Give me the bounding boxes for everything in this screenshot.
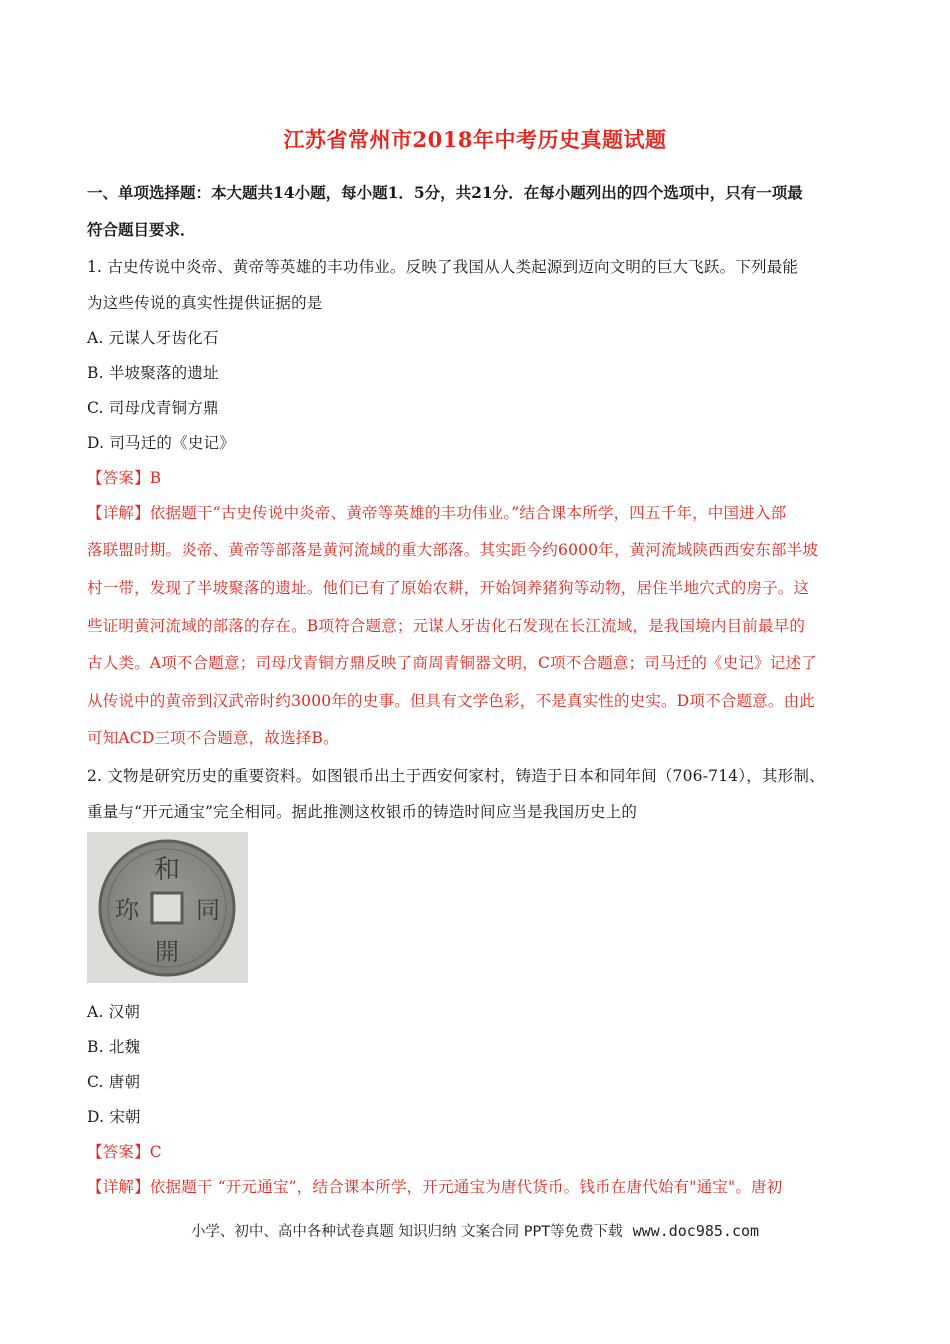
coin-char-right: 同 [196, 896, 220, 924]
q1-stem-line2: 为这些传说的真实性提供证据的是 [87, 294, 323, 312]
footer-site-link[interactable]: www.doc985.com [632, 1222, 760, 1240]
footer-text: 小学、初中、高中各种试卷真题 知识归纳 文案合同 PPT等免费下载 [190, 1224, 623, 1240]
q1-stem-line1: 1. 古史传说中炎帝、黄帝等英雄的丰功伟业。反映了我国从人类起源到迈向文明的巨大飞跃。下列最能 [87, 258, 799, 276]
page-title: 江苏省常州市2018年中考历史真题试题 [283, 127, 667, 152]
coin-char-top: 和 [153, 855, 181, 885]
q1-explanation-line: 村一带，发现了半坡聚落的遗址。他们已有了原始农耕，开始饲养猪狗等动物，居住半地穴式的房子。这 [87, 579, 810, 597]
q1-explanation-line: 些证明黄河流域的部落的存在。B项符合题意；元谋人牙齿化石发现在长江流域，是我国境内目前最早的 [87, 617, 806, 635]
q1-answer: 【答案】B [87, 469, 162, 487]
q1-option-b: B. 半坡聚落的遗址 [87, 364, 219, 382]
q2-stem-line2: 重量与“开元通宝”完全相同。据此推测这枚银币的铸造时间应当是我国历史上的 [87, 803, 638, 821]
q1-option-d: D. 司马迁的《史记》 [87, 434, 235, 452]
q1-option-a: A. 元谋人牙齿化石 [87, 329, 219, 347]
q2-option-a: A. 汉朝 [87, 1003, 141, 1021]
q1-explanation-line: 从传说中的黄帝到汉武帝时约3000年的史事。但具有文学色彩，不是真实性的史实。D项不合题意。由此 [87, 692, 815, 710]
q1-option-c: C. 司母戊青铜方鼎 [87, 399, 219, 417]
q1-explanation-line: 可知ACD三项不合题意，故选择B。 [87, 729, 339, 747]
section-header-line2: 符合题目要求． [87, 220, 196, 239]
q2-stem-line1: 2. 文物是研究历史的重要资料。如图银币出土于西安何家村，铸造于日本和同年间（706-714），其形制、 [87, 767, 825, 785]
q1-explanation-line: 【详解】依据题干“古史传说中炎帝、黄帝等英雄的丰功伟业。”结合课本所学，四五千年，中国进入部 [87, 504, 787, 522]
coin-image [87, 832, 248, 983]
coin-char-bottom: 開 [155, 938, 179, 966]
q2-option-b: B. 北魏 [87, 1038, 141, 1056]
silver-coin-icon [87, 832, 248, 983]
coin-char-left: 珎 [115, 896, 139, 924]
section-header-line1: 一、单项选择题：本大题共14小题，每小题1．5分，共21分．在每小题列出的四个选项中，只有一项最 [87, 183, 803, 202]
q2-answer: 【答案】C [87, 1143, 162, 1161]
q1-explanation-line: 落联盟时期。炎帝、黄帝等部落是黄河流域的重大部落。其实距今约6000年，黄河流域陕西西安东部半坡 [87, 541, 819, 559]
q2-option-d: D. 宋朝 [87, 1108, 141, 1126]
q2-option-c: C. 唐朝 [87, 1073, 141, 1091]
q1-explanation-line: 古人类。A项不合题意；司母戊青铜方鼎反映了商周青铜器文明，C项不合题意；司马迁的《史记》记述了 [87, 654, 817, 672]
q2-explanation-line: 【详解】依据题干 “开元通宝”，结合课本所学，开元通宝为唐代货币。钱币在唐代始有"通宝"。唐初 [87, 1178, 783, 1196]
page-footer [0, 1220, 950, 1241]
